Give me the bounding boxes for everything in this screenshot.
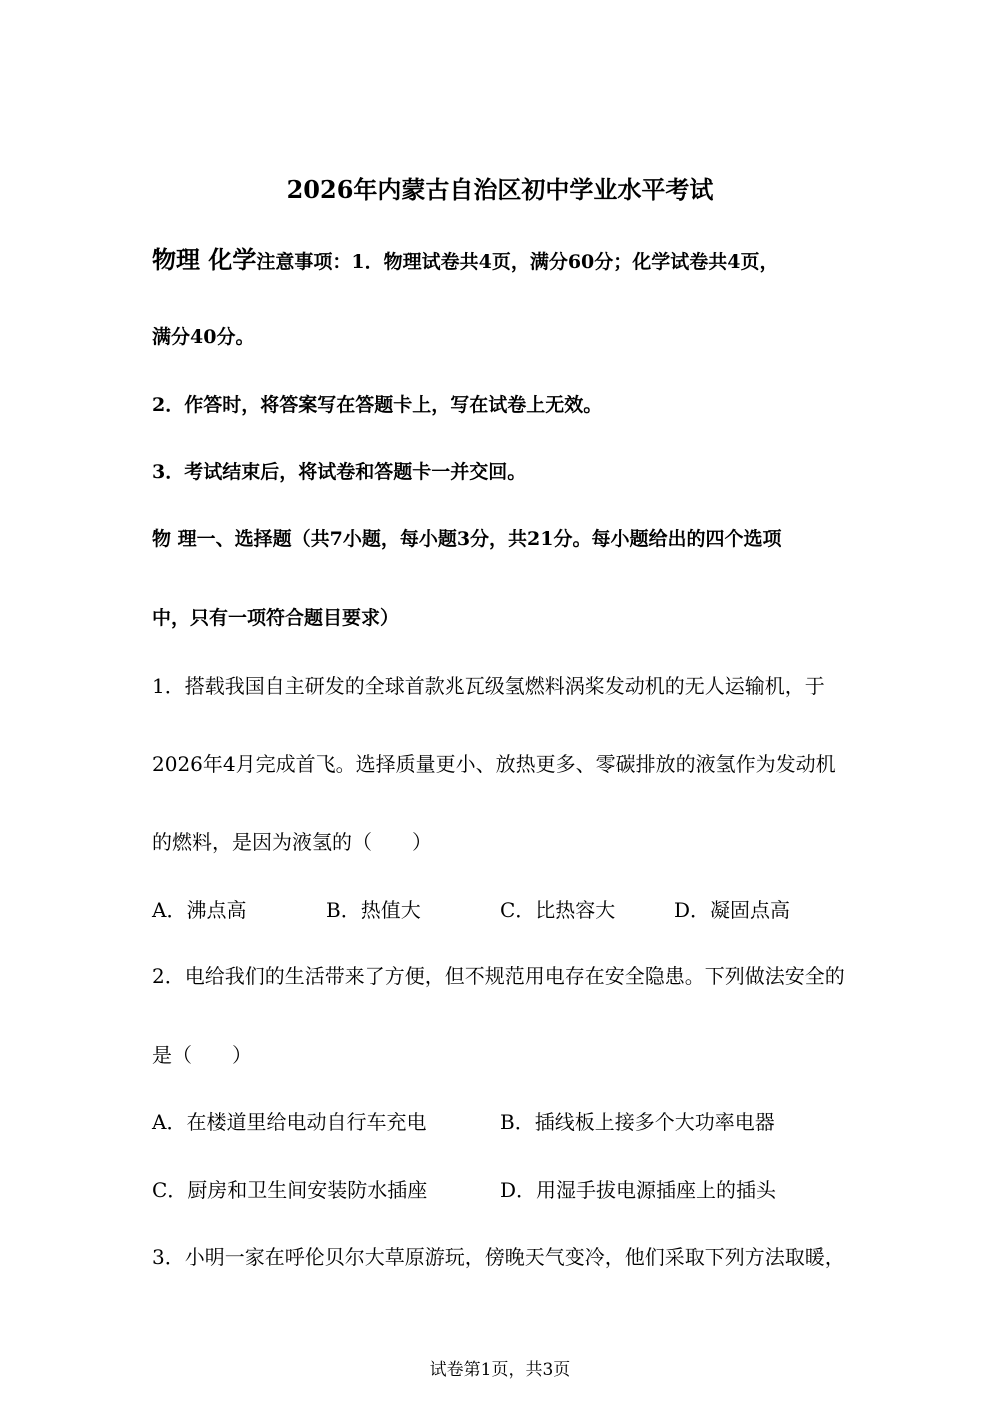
page-footer: 试卷第1页，共3页	[429, 1360, 571, 1380]
note-3: 3．考试结束后，将试卷和答题卡一并交回。	[152, 461, 527, 483]
question-3-line-1: 3．小明一家在呼伦贝尔大草原游玩，傍晚天气变冷，他们采取下列方法取暖，	[152, 1245, 845, 1269]
question-2-option-a: A．在楼道里给电动自行车充电	[152, 1110, 427, 1134]
question-2-option-c: C．厨房和卫生间安装防水插座	[152, 1178, 428, 1202]
question-2-line-2: 是（ ）	[152, 1043, 252, 1067]
question-1-option-c: C．比热容大	[500, 898, 616, 922]
question-2-option-b: B．插线板上接多个大功率电器	[500, 1110, 775, 1134]
question-1-option-a: A．沸点高	[152, 898, 247, 922]
question-1-option-b: B．热值大	[326, 898, 421, 922]
section-heading-line1: 物 理一、选择题（共7小题，每小题3分，共21分。每小题给出的四个选项	[152, 528, 782, 550]
note-1a: 1．物理试卷共4页，满分60分；化学试卷共4页，	[351, 251, 779, 273]
question-1-option-d: D．凝固点高	[674, 898, 791, 922]
subjects-label: 物理 化学	[152, 246, 257, 274]
notes-label: 注意事项：	[256, 251, 352, 273]
question-2-option-d: D．用湿手拔电源插座上的插头	[500, 1178, 777, 1202]
note-1b: 满分40分。	[152, 326, 255, 348]
question-1-line-3: 的燃料，是因为液氢的（ ）	[152, 830, 432, 854]
note-2: 2．作答时，将答案写在答题卡上，写在试卷上无效。	[152, 394, 603, 416]
section-heading-line2: 中，只有一项符合题目要求）	[152, 607, 400, 629]
question-1-line-2: 2026年4月完成首飞。选择质量更小、放热更多、零碳排放的液氢作为发动机	[152, 752, 836, 776]
exam-title: 2026年内蒙古自治区初中学业水平考试	[286, 175, 714, 204]
header-line	[152, 240, 778, 275]
question-2-line-1: 2．电给我们的生活带来了方便，但不规范用电存在安全隐患。下列做法安全的	[152, 964, 845, 988]
question-1-line-1: 1．搭载我国自主研发的全球首款兆瓦级氢燃料涡桨发动机的无人运输机，于	[152, 674, 825, 698]
